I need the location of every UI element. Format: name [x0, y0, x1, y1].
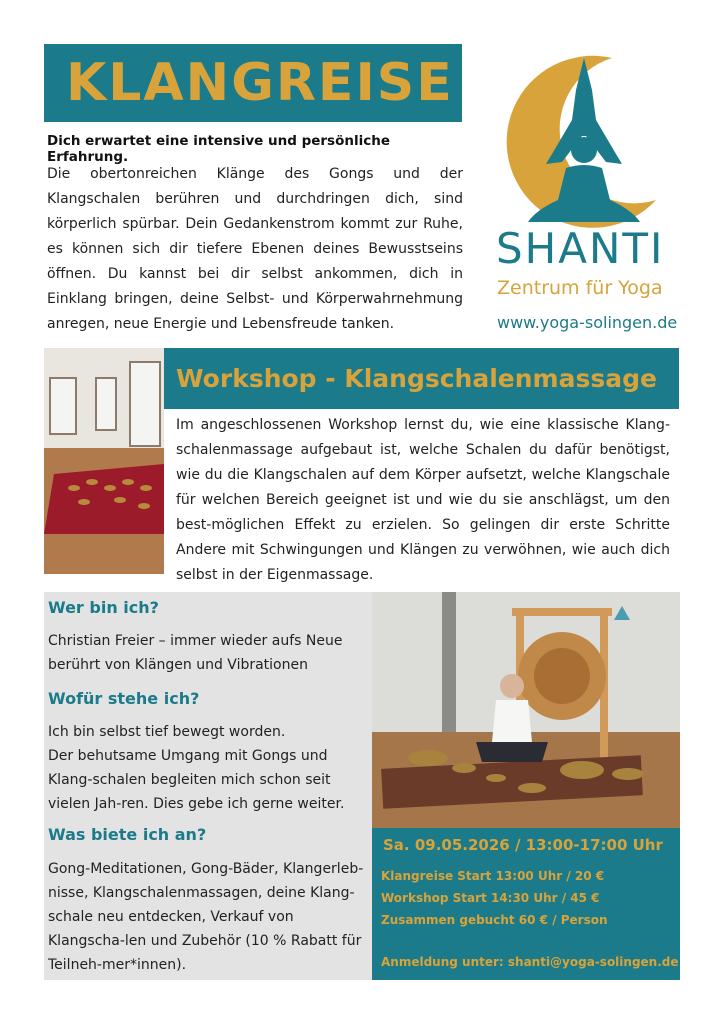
logo-name: SHANTI	[496, 224, 665, 273]
workshop-description: Im angeschlossenen Workshop lernst du, wie eine klassische Klang-schalenmassage aufgebaut ist, welche Schalen du dafür benötigst, wie du die Klangschalen auf dem Körper aufsetzt, welche Klangschale für welchen Bereich geeignet ist und wie du sie anschlägst, um den best-möglichen Effekt zu erzielen. So gelingen dir erste Schritte Andere mit Schwingungen und Klängen zu verwöhnen, wie auch dich selbst in der Eigenmassage.	[176, 417, 670, 583]
event-date: Sa. 09.05.2026 / 13:00-17:00 Uhr	[383, 836, 663, 854]
logo-subtitle: Zentrum für Yoga	[497, 277, 663, 299]
gong-performer-photo	[372, 592, 680, 828]
answer-values-line2: Der behutsame Umgang mit Gongs und Klang-schalen begleiten mich schon seit vielen Jah-ren. Dies gebe ich gerne weiter.	[48, 748, 345, 812]
price-workshop: Workshop Start 14:30 Uhr / 45 €	[381, 891, 600, 905]
question-who: Wer bin ich?	[48, 598, 159, 617]
answer-values-line1: Ich bin selbst tief bewegt worden.	[48, 724, 286, 740]
price-klangreise: Klangreise Start 13:00 Uhr / 20 €	[381, 869, 605, 883]
question-values: Wofür stehe ich?	[48, 689, 200, 708]
workshop-room-photo	[44, 348, 164, 574]
intro-paragraph: Die obertonreichen Klänge des Gongs und der Klangschalen berühren und durchdringen dich, sind körperlich spürbar. Dein Gedankenstrom kommt zur Ruhe, es können sich dir tiefere Ebenen deines Bewusstseins öffnen. Du kannst bei dir selbst ankommen, dich in Einklang bringen, deine Selbst- und Körperwahrnehmung anregen, neue Energie und Lebensfreude tanken.	[47, 166, 463, 332]
page-title: KLANGREISE	[66, 53, 454, 113]
price-combined: Zusammen gebucht 60 € / Person	[381, 913, 608, 927]
intro-heading: Dich erwartet eine intensive und persönliche Erfahrung.	[47, 133, 390, 165]
signup-email[interactable]: Anmeldung unter: shanti@yoga-solingen.de	[381, 955, 679, 969]
website-link[interactable]: www.yoga-solingen.de	[497, 313, 678, 332]
answer-offer: Gong-Meditationen, Gong-Bäder, Klangerleb-nisse, Klangschalenmassagen, deine Klang-schale neu entdecken, Verkauf von Klangscha-len und Zubehör (10 % Rabatt für Teilneh-mer*innen).	[48, 861, 364, 973]
workshop-title: Workshop - Klangschalenmassage	[176, 364, 657, 393]
answer-who: Christian Freier – immer wieder aufs Neue berührt von Klängen und Vibrationen	[48, 633, 343, 673]
question-offer: Was biete ich an?	[48, 825, 207, 844]
